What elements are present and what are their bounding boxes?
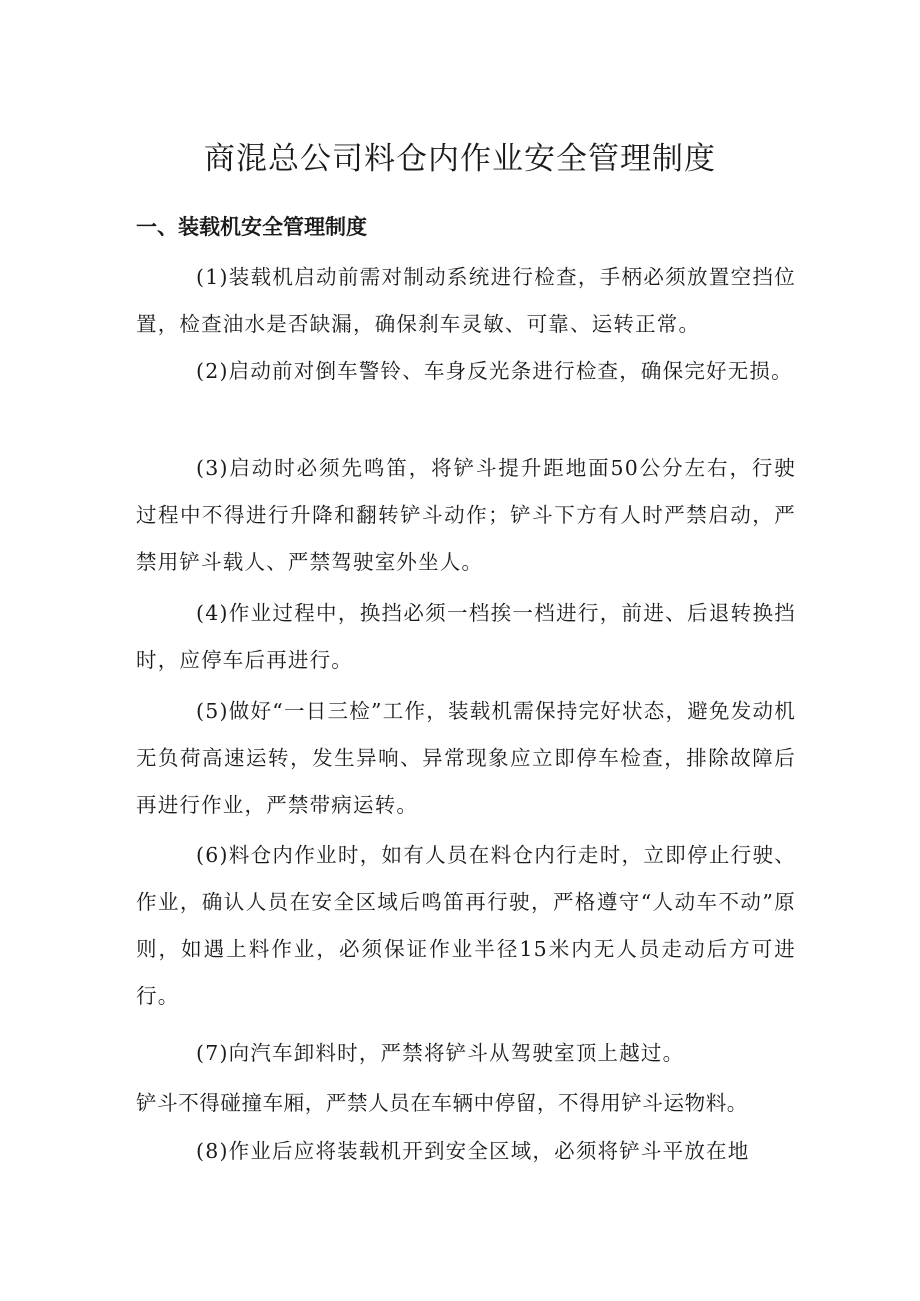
paragraph-6: (6)料仓内作业时，如有人员在料仓内行走时，立即停止行驶、作业，确认人员在安全区域后鸣笛再行驶，严格遵守“人动车不动”原则，如遇上料作业，必须保证作业半径15米内无人员走动后方可进行。 xyxy=(136,843,796,1008)
paragraph-7-continued: 铲斗不得碰撞车厢，严禁人员在车辆中停留，不得用铲斗运物料。 xyxy=(136,1091,748,1115)
paragraph-7: (7)向汽车卸料时，严禁将铲斗从驾驶室顶上越过。 xyxy=(196,1041,685,1065)
paragraph-1: (1)装载机启动前需对制动系统进行检查，手柄必须放置空挡位置，检查油水是否缺漏，确保刹车灵敏、可靠、运转正常。 xyxy=(136,265,796,336)
paragraph-2: (2)启动前对倒车警铃、车身反光条进行检查，确保完好无损。 xyxy=(196,359,793,383)
section-heading-loader-safety: 一、装载机安全管理制度 xyxy=(136,215,367,239)
paragraph-8: (8)作业后应将装载机开到安全区域，必须将铲斗平放在地 xyxy=(196,1139,750,1163)
paragraph-4: (4)作业过程中，换挡必须一档挨一档进行，前进、后退转换挡时，应停车后再进行。 xyxy=(136,601,796,672)
paragraph-3: (3)启动时必须先鸣笛，将铲斗提升距地面50公分左右，行驶过程中不得进行升降和翻转铲斗动作；铲斗下方有人时严禁启动，严禁用铲斗载人、严禁驾驶室外坐人。 xyxy=(136,456,796,574)
document-title: 商混总公司料仓内作业安全管理制度 xyxy=(204,141,716,177)
paragraph-5: (5)做好“一日三检”工作，装载机需保持完好状态，避免发动机无负荷高速运转，发生异响、异常现象应立即停车检查，排除故障后再进行作业，严禁带病运转。 xyxy=(136,699,796,817)
